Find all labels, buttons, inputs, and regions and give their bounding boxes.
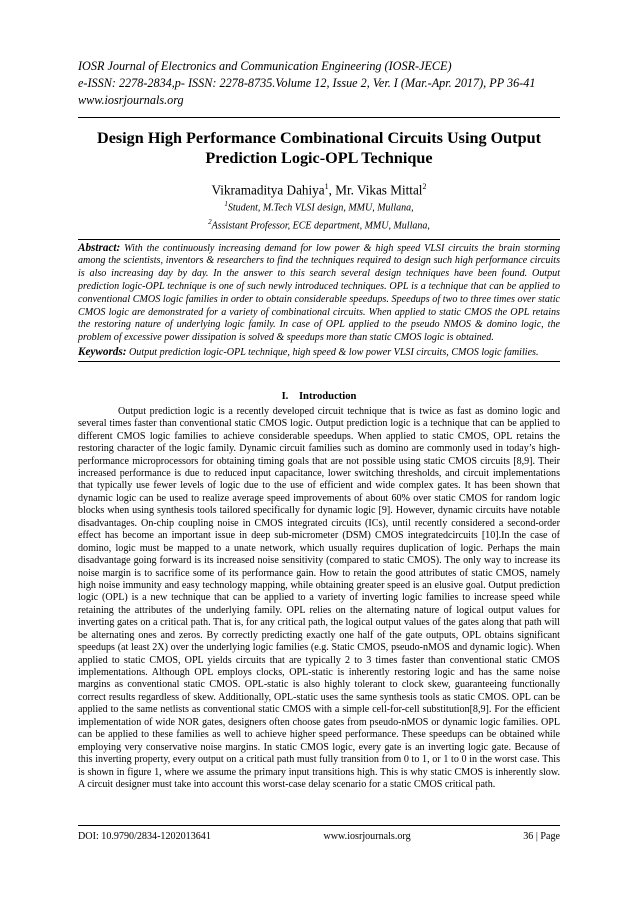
- paper-title: Design High Performance Combinational Circuits Using Output Prediction Logic-OPL Technique: [97, 129, 541, 167]
- abstract: [78, 242, 560, 345]
- paper-page: [78, 58, 560, 791]
- abstract-label: Abstract:: [78, 241, 121, 254]
- footer-rule: [78, 825, 560, 826]
- journal-header: [78, 58, 560, 109]
- footer-page-number: 36 | Page: [523, 831, 560, 842]
- author-separator: ,: [328, 182, 336, 198]
- keywords-label: Keywords:: [78, 346, 127, 359]
- section-number: I.: [281, 390, 289, 402]
- author-1: Vikramaditya Dahiya: [211, 182, 325, 198]
- journal-name: IOSR Journal of Electronics and Communication Engineering (IOSR-JECE): [78, 59, 452, 73]
- footer-site: www.iosrjournals.org: [323, 831, 411, 842]
- issn-line: e-ISSN: 2278-2834,p- ISSN: 2278-8735.Volume 12, Issue 2, Ver. I (Mar.-Apr. 2017), PP 36-41: [78, 76, 536, 90]
- affiliation-1-mark: 1: [224, 200, 228, 209]
- abstract-text: With the continuously increasing demand for low power & high speed VLSI circuits the brain storming among the scientists, inventors & researchers to find the techniques required to design such high performance circuits is also increasing day by day. In the answer to this search several design techniques have been found. Output prediction logic-OPL technique is one of such newly introduced techniques. OPL is a technique that can be applied to conventional CMOS logic families in order to obtain considerable speedups. Speedups of two to three times over static CMOS logic are demonstrated for a variety of combinational circuits. When applied to static CMOS the OPL retains the restoring nature of underlying logic family. In case of OPL applied to the pseudo NMOS & domino logic, the problem of excessive power dissipation is solved & speedups more than static CMOS logic is obtained.: [78, 242, 560, 344]
- keywords: [78, 346, 560, 360]
- authors: [78, 178, 560, 198]
- affiliation-2-text: Assistant Professor, ECE department, MMU, Mullana,: [211, 219, 430, 231]
- section-heading-introduction: [78, 390, 560, 404]
- author-2: Mr. Vikas Mittal: [335, 182, 423, 198]
- header-rule: [78, 117, 560, 118]
- footer-doi: DOI: 10.9790/2834-1202013641: [78, 831, 211, 842]
- affiliation-1-text: Student, M.Tech VLSI design, MMU, Mullana,: [227, 202, 414, 214]
- journal-url: www.iosrjournals.org: [78, 93, 184, 107]
- page-footer: [78, 825, 560, 843]
- affiliation-2-mark: 2: [208, 217, 212, 226]
- footer-row: [78, 830, 560, 843]
- affiliation-1: [78, 198, 560, 215]
- affiliation-2: [78, 216, 560, 233]
- author-1-affil-mark: 1: [324, 182, 329, 191]
- section-title: Introduction: [298, 390, 357, 402]
- abstract-top-rule: [78, 239, 560, 240]
- author-2-affil-mark: 2: [422, 182, 427, 191]
- keywords-text: Output prediction logic-OPL technique, high speed & low power VLSI circuits, CMOS logic families.: [126, 347, 539, 359]
- abstract-bottom-rule: [78, 361, 560, 362]
- introduction-body: Output prediction logic is a recently developed circuit technique that is twice as fast as domino logic and several times faster than conventional static CMOS logic. Output prediction logic is a technique that can be applied to different CMOS logic families to achieve considerable speedups. When applied to static CMOS, OPL retains the restoring character of the logic family. Dynamic circuit families such as domino are commonly used in today’s high-performance microprocessors for obtaining timing goals that are not possible using static CMOS circuits [8,9]. Their increased performance is due to reduced input capacitance, lower switching thresholds, and circuit implementations that typically use fewer levels of logic due to the use of efficient and wide complex gates. It has been shown that dynamic logic can be used to realize average speed improvements of about 60% over static CMOS for random logic blocks when using synthesis tools tailored specifically for dynamic logic [9]. However, dynamic circuits have notable disadvantages. On-chip coupling noise in CMOS integrated circuits (ICs), until recently considered a second-order effect has become an important issue in deep sub-micrometer (DSM) CMOS integratedcircuits [10].In the case of domino, logic must be mapped to a unate network, which usually requires duplication of logic. Perhaps the main disadvantage going forward is its increased noise sensitivity (compared to static CMOS). The only way to increase its noise margin is to sacrifice some of its performance gain. How to retain the good attributes of static CMOS, namely high noise immunity and easy technology mapping, while obtaining greater speed is an elusive goal. Output prediction logic (OPL) is a new technique that can be applied to a variety of inverting logic families to increase speed while retaining the attributes of the underlying family. OPL relies on the alternating nature of logical output values for inverting gates on a critical path. That is, for any critical path, the logical output values of the gates along that path will be alternating ones and zeros. By correctly predicting exactly one half of the gate outputs, OPL obtains significant speedups (at least 2X) over the underlying logic families (e.g. Static CMOS, pseudo-nMOS and dynamic logic). When applied to static CMOS, OPL yields circuits that are typically 2 to 3 times faster than conventional static CMOS implementations. Although OPL employs clocks, OPL-static is inherently restoring logic and has the same noise margins as conventional static CMOS. OPL-static is also highly tolerant to clock skew, guaranteeing functionally correct results regardless of skew. Additionally, OPL-static uses the same synthesis tools as static CMOS. OPL can be applied to the same netlists as conventional static CMOS with a simple cell-for-cell substitution[8,9]. For the efficient implementation of wide NOR gates, designers often choose gates from pseudo-nMOS or dynamic logic families. OPL can be applied to these families as well to achieve higher speed performance. These speedups can be obtained while employing very conservative noise margins. In static CMOS logic, every gate is an inverting logic gate. Because of this inverting property, every output on a critical path must fully transition from 0 to 1, or 1 to 0 in the worst case. This is shown in figure 1, where we assume the primary input transitions high. This is why static CMOS is inherently slow. A circuit designer must take into account this worst-case delay scenario for a static CMOS critical path.: [78, 405, 560, 790]
